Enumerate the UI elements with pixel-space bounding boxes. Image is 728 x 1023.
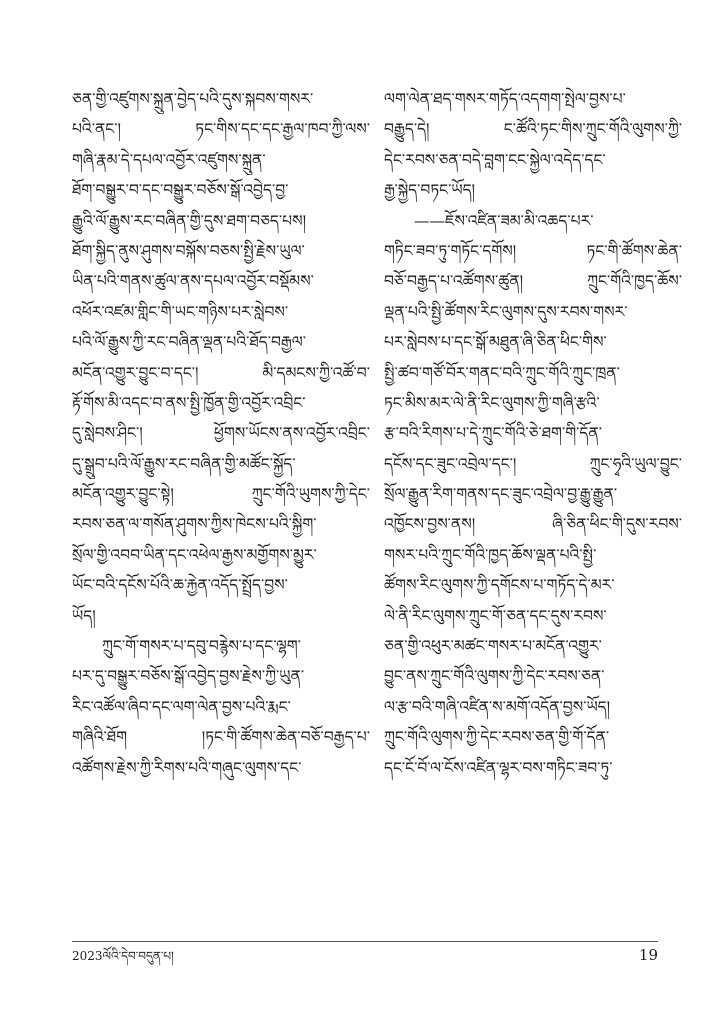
text-line: ཐོག་སྐྱིད་ནུས་ཤུགས་བསྐོས་བཅས་སྤྱི་རྗེས་ཡུལ་ (72, 241, 305, 260)
text-line: ཚོགས་རིང་ལུགས་ཀྱི་དགོངས་པ་གཏོད་དེ་མར་ (384, 576, 615, 595)
text-line: བརྒྱུད་དེ། ང་ཚོའི་ཏང་གིས་ཀྲུང་གོའི་ལུགས་ཀྱི་ (384, 120, 682, 139)
text-line: དངོས་དང་ཟུང་འབྲེལ་དང་། ཀྲུང་ཧྭའི་ཡུལ་བྱུང་ (384, 454, 682, 473)
text-line: ཡིན་པའི་གནས་ཚུལ་ནས་དཔལ་འབྱོར་བསྡོམས་ (72, 272, 314, 291)
text-line: ཀྲུང་གོའི་ལུགས་ཀྱི་དེང་རབས་ཅན་གྱི་གོ་དོན་ (384, 728, 610, 747)
text-line: དུ་སྒྲུབ་པའི་ལོ་རྒྱུས་རང་བཞིན་གྱི་མཚོང་སྐྱོད་ (72, 454, 296, 473)
text-line: འཚོགས་རྗེས་ཀྱི་རིགས་པའི་གཞུང་ལུགས་དང་ (72, 758, 302, 777)
text-line: མངོན་འགྱུར་བྱུང་སྟེ། ཀྲུང་གོའི་ཡུགས་ཀྱི་དེང་ (72, 485, 370, 504)
text-line: གཏིང་ཟབ་ཏུ་གཏོང་དགོས། ཏང་གི་ཚོགས་ཆེན་ (384, 241, 682, 260)
text-line: ལེ་ནི་རིང་ལུགས་ཀྲུང་གོ་ཅན་དང་དུས་རབས་ (384, 606, 607, 625)
text-line: པར་སླེབས་པ་དང་སྒོ་མཐུན་ཞི་ཅིན་ཕིང་གིས་ (384, 333, 607, 352)
text-line: རྩ་བའི་རིགས་པ་དེ་ཀྲུང་གོའི་ཅེ་ཐག་གི་དོན་ (384, 424, 602, 443)
text-line: འཁྱོངས་བྱས་ནས། ཞི་ཅིན་ཕིང་གི་དུས་རབས་ (384, 515, 682, 534)
text-line: སྤྱི་ཚབ་གཙོ་བོར་གནང་བའི་ཀྲུང་གོའི་ཀྲུང་ཁྲན་ (384, 363, 620, 382)
text-line: རྒྱུའི་ལོ་རྒྱུས་རང་བཞིན་གྱི་དུས་ཐག་བཅད་པས། (72, 211, 307, 230)
text-line: འཕོར་འཛམ་གླིང་གི་ཡང་གཉིས་པར་སླེབས་ (72, 302, 289, 321)
text-line: རྒྱ་སྐྱེད་བཏང་ཡོད། (384, 181, 475, 200)
text-line: པའི་ནང་། ཏང་གིས་དང་དང་རྒྱལ་ཁབ་ཀྱི་ལས་ (72, 120, 370, 139)
text-line: རབས་ཅན་ལ་གསོན་ཤུགས་ཀྱིས་ཁེངས་པའི་སྐྱིག་ (72, 515, 317, 534)
text-line: ལ་རྩ་བའི་གཞི་འཛིན་ས་མགོ་འདོན་བྱས་ཡོད། (384, 697, 611, 716)
text-line: དེང་རབས་ཅན་བདེ་བླག་ངང་སྐྱེལ་འདེད་དང་ (384, 150, 606, 169)
text-line: དུ་སླེབས་ཤིང་། ཕྱོགས་ཡོངས་ནས་འབྱོར་འབྲིང་ (72, 424, 370, 443)
text-line: བྱུང་ནས་ཀྲུང་གོའི་ལུགས་ཀྱི་དེང་རབས་ཅན་ (384, 667, 605, 686)
text-line: སྲོལ་རྒྱུན་རིག་གནས་དང་ཟུང་འབྲེལ་བྱ་རྒྱུ་རྒྱུན་ (384, 485, 618, 504)
text-line: པར་དུ་བསྒྱུར་བཅོས་སྒོ་འབྱེད་བྱས་རྗེས་ཀྱི་ཡུན་ (72, 667, 305, 686)
text-line: ཐོག་བསྒྱུར་བ་དང་བསྒྱུར་བཅོས་སྒོ་འབྱེད་བྱ་ (72, 181, 289, 200)
text-line: པའི་ལོ་རྒྱུས་ཀྱི་རང་བཞིན་ལྡན་པའི་ཐོད་བརྒྱལ་ (72, 333, 306, 352)
page-number: 19 (638, 946, 658, 964)
text-line: ཡོད། (72, 606, 96, 625)
text-line: ལག་ལེན་ཐད་གསར་གཏོད་འདགག་སྤེལ་བྱས་པ་ (384, 90, 626, 108)
text-line: མངོན་འགྱུར་བྱུང་བ་དང་། མི་དམངས་ཀྱི་འཚོ་བ་ (72, 363, 370, 382)
text-line: བཅོ་བརྒྱད་པ་འཚོགས་ཚུན། ཀྲུང་གོའི་ཁྱད་ཆོས་ (384, 272, 682, 291)
text-line: ཡོང་བའི་དངོས་པོའི་ཆ་རྐྱེན་འདོད་སྤྲོད་བྱས་ (72, 576, 288, 595)
text-line: གཞིའི་ཐོག །ཏང་གི་ཚོགས་ཆེན་བཅོ་བརྒྱད་པ་ (72, 728, 370, 747)
text-line: ཅན་གྱི་འཛུགས་སྐྲུན་བྱེད་པའི་དུས་སྐབས་གསར་ (72, 90, 314, 108)
text-line: གསར་པའི་ཀྲུང་གོའི་ཁྱད་ཆོས་ལྡན་པའི་སྤྱི་ (384, 545, 597, 564)
right-text-column (384, 84, 682, 783)
text-line: རྟོ་གོས་མི་འདང་བ་ནས་སྤྱི་ཁྱོན་གྱི་འབྱོར་འབྲིང་ (72, 393, 306, 412)
text-line: ལྡན་པའི་སྤྱི་ཚོགས་རིང་ལུགས་དུས་རབས་གསར་ (384, 302, 628, 321)
text-line: ——ཇོས་འཛིན་ཟམ་མི་འཆད་པར་ (414, 211, 594, 230)
text-line: དང་ངོ་བོ་ལ་ངོས་འཛིན་ལྷར་བས་གཏིང་ཟབ་ཏུ་ (384, 758, 613, 777)
text-line: ཀྲུང་གོ་གསར་པ་དབུ་བརྙེས་པ་དང་ལྷག་ (102, 637, 301, 656)
text-line: ཏང་མིས་མར་ལེ་ནི་རིང་ལུགས་ཀྱི་གཞི་རྩའི་ (384, 393, 600, 412)
left-text-column (72, 84, 370, 783)
footer-divider (72, 941, 658, 942)
text-line: ཅན་གྱི་འཕུར་མཚང་གསར་པ་མངོན་འགྱུར་ (384, 637, 602, 656)
text-line: གཞི་རྣམ་དེ་དཔལ་འབྱོར་འཛུགས་སྐྲུན་ (72, 150, 266, 169)
text-line: སྲོལ་གྱི་འབབ་ཡིན་དང་འཕེལ་རྒྱས་མགྱོགས་མྱུར་ (72, 545, 317, 564)
text-line: རིང་འཚོལ་ཞིབ་དང་ལག་ལེན་བྱས་པའི་རྨང་ (72, 697, 291, 716)
footer-issue-label: 2023ལོའི་དེབ་བདུན་པ། (72, 949, 174, 963)
